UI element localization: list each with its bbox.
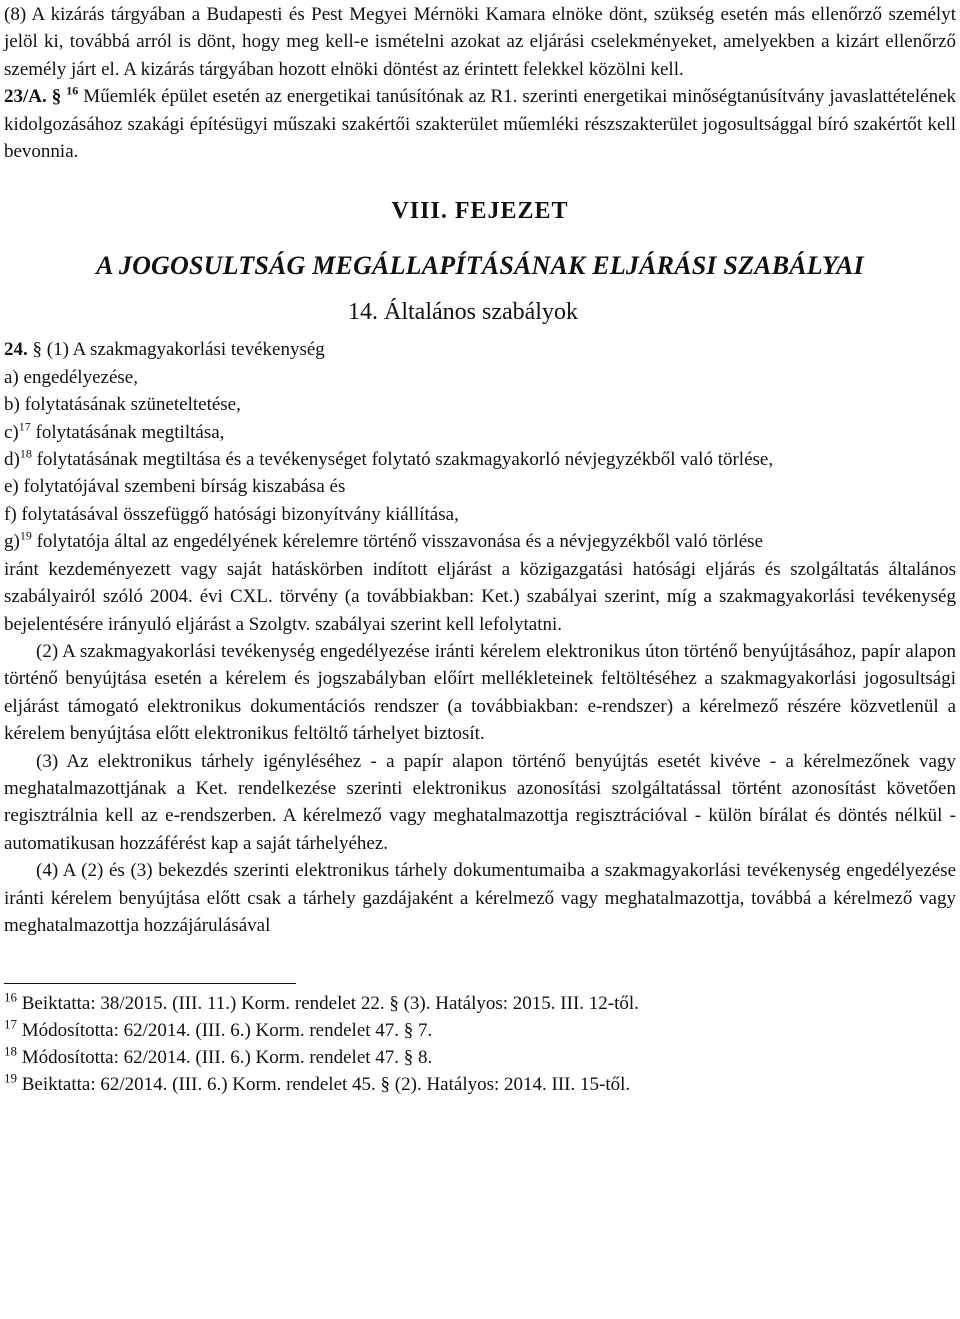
section-text: Műemlék épület esetén az energetikai tanúsítónak az R1. szerinti energetikai minőségtanúsítvány javaslattételének kidolgozásához szakági építésügyi műszaki szakértői szakterület műemléki részszakterület jogosultsággal bíró szakértőt kell bevonnia. [4, 86, 957, 163]
footnote-ref[interactable]: 18 [19, 446, 32, 461]
list-item: b) folytatásának szüneteltetése, [4, 394, 241, 416]
list-item: e) folytatójával szembeni bírság kiszabása és [4, 476, 346, 498]
list-marker: g) [4, 531, 20, 553]
footnote [4, 990, 956, 1017]
paragraph-4: (4) A (2) és (3) bekezdés szerinti elektronikus tárhely dokumentumaiba a szakmagyakorlási tevékenység engedélyezése iránti kérelem benyújtása előtt csak a tárhely gazdájaként a kérelmező vagy meghatalmazottja, továbbá a kérelmező vagy meghatalmazottja hozzájárulásával [4, 860, 956, 936]
list-item [4, 528, 956, 555]
subheading: 14. Általános szabályok [348, 299, 578, 326]
list-item [4, 446, 956, 473]
chapter-title: A JOGOSULTSÁG MEGÁLLAPÍTÁSÁNAK ELJÁRÁSI SZABÁLYAI [96, 251, 864, 281]
footnote-ref[interactable]: 16 [66, 83, 79, 98]
footnote [4, 1044, 956, 1071]
section-23a [4, 83, 956, 165]
footnote-text: Módosította: 62/2014. (III. 6.) Korm. rendelet 47. § 7. [17, 1020, 433, 1042]
section-text: (1) A szakmagyakorlási tevékenység [42, 339, 325, 361]
footnote-text: Módosította: 62/2014. (III. 6.) Korm. rendelet 47. § 8. [17, 1047, 433, 1069]
section-number: 24. [4, 339, 28, 361]
list-text: folytatója által az engedélyének kérelemre történő visszavonása és a névjegyzékből való törlése [31, 531, 764, 553]
list-item: f) folytatásával összefüggő hatósági bizonyítvány kiállítása, [4, 503, 459, 525]
footnote-ref[interactable]: 17 [18, 419, 31, 434]
footnotes [4, 990, 956, 1098]
footnote-ref[interactable]: 19 [19, 528, 32, 543]
list-item [4, 419, 956, 446]
list-text: folytatásának megtiltása, [30, 421, 225, 443]
section-sign: § [46, 86, 62, 108]
list-item: a) engedélyezése, [4, 366, 138, 388]
list-text: folytatásának megtiltása és a tevékenységet folytató szakmagyakorló névjegyzékből való törlése, [31, 449, 774, 471]
list-marker: c) [4, 421, 19, 443]
footnote-number: 17 [4, 1017, 17, 1033]
section-24 [4, 336, 956, 363]
list-marker: d) [4, 449, 20, 471]
paragraph-8: (8) A kizárás tárgyában a Budapesti és Pest Megyei Mérnöki Kamara elnöke dönt, szükség esetén más ellenőrző személyt jelöl ki, továbbá arról is dönt, hogy meg kell-e ismételni azokat az eljárási cselekményeket, amelyekben a kizárt ellenőrző személy járt el. A kizárás tárgyában hozott elnöki döntést az érintett felekkel közölni kell. [4, 4, 956, 80]
item-list [4, 364, 956, 556]
footnote [4, 1071, 956, 1098]
footnote-number: 19 [4, 1071, 17, 1087]
section-sign: § [27, 339, 42, 361]
paragraph-3: (3) Az elektronikus tárhely igényléséhez - a papír alapon történő benyújtás esetét kivéve - a kérelmezőnek vagy meghatalmazottjának a Ket. rendelkezése szerinti elektronikus azonosítási szolgáltatással történt azonosítást követően regisztrálnia kell az e-rendszerben. A kérelmező vagy meghatalmazottja regisztrációval - külön bírálat és döntés nélkül - automatikusan hozzáférést kap a saját tárhelyéhez. [4, 750, 956, 854]
paragraph-1-continuation: iránt kezdeményezett vagy saját hatáskörben indított eljárást a közigazgatási hatósági eljárás és szolgáltatás általános szabályairól szóló 2004. évi CXL. törvény (a továbbiakban: Ket.) szabályai szerint, míg a szakmagyakorlási tevékenység bejelentésére irányuló eljárást a Szolgtv. szabályai szerint kell lefolytatni. [4, 558, 956, 635]
chapter-number: VIII. FEJEZET [391, 198, 569, 225]
footnote-text: Beiktatta: 62/2014. (III. 6.) Korm. rendelet 45. § (2). Hatályos: 2014. III. 15-től. [17, 1074, 631, 1096]
paragraph-2: (2) A szakmagyakorlási tevékenység engedélyezése iránti kérelem elektronikus úton történő benyújtásához, papír alapon történő benyújtása esetén a kérelem és jogszabályban előírt mellékleteinek feltöltéséhez a szakmagyakorlási jogosultsági eljárást támogató elektronikus dokumentációs rendszer (a továbbiakban: e-rendszer) a kérelmező részére közvetlenül a kérelem benyújtása előtt elektronikus feltöltő tárhelyet biztosít. [4, 640, 956, 745]
section-number: 23/A. [4, 86, 47, 108]
footnote-text: Beiktatta: 38/2015. (III. 11.) Korm. rendelet 22. § (3). Hatályos: 2015. III. 12-től. [17, 993, 639, 1015]
footnote [4, 1017, 956, 1044]
footnote-number: 16 [4, 990, 17, 1006]
footnote-number: 18 [4, 1044, 17, 1060]
footnote-divider [4, 983, 296, 984]
